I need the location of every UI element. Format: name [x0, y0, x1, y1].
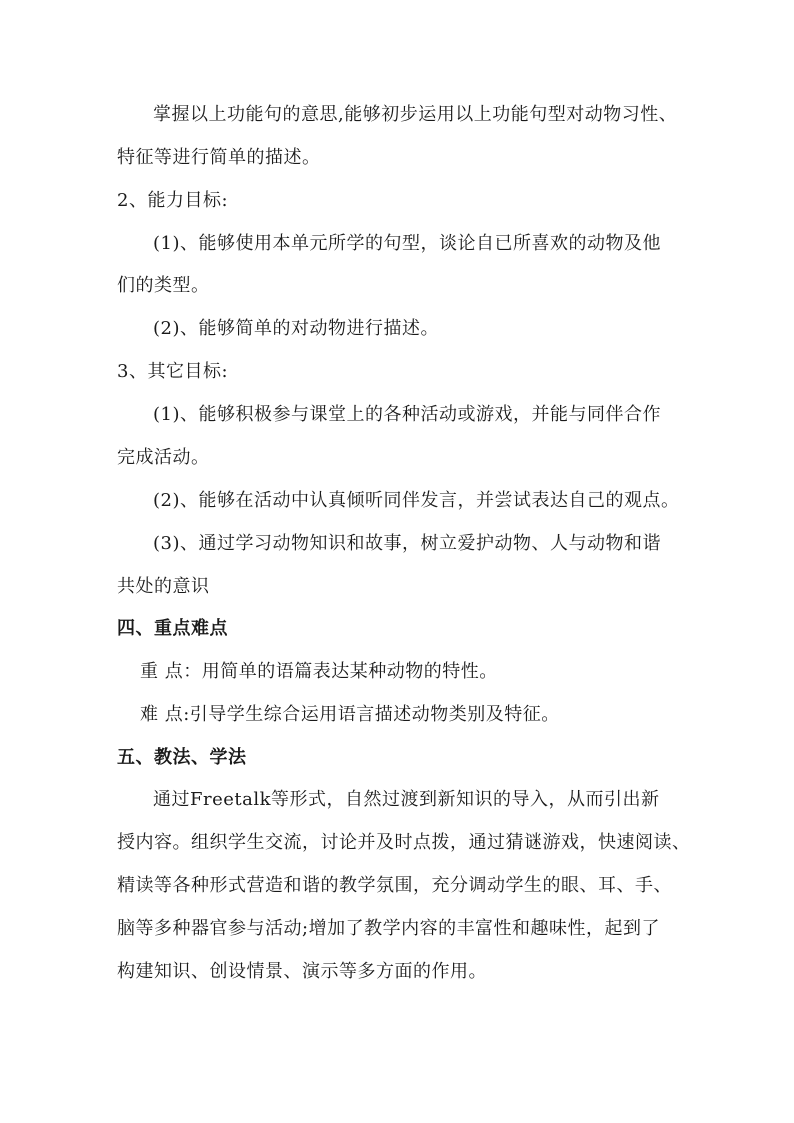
other-goal-heading: 3、其它目标:: [117, 361, 229, 382]
other-goal-1-line-1: (1)、能够积极参与课堂上的各种活动或游戏，并能与同伴合作: [153, 404, 661, 425]
ability-goal-1-line-1: (1)、能够使用本单元所学的句型，谈论自已所喜欢的动物及他: [153, 233, 661, 254]
method-line-5: 构建知识、创设情景、演示等多方面的作用。: [117, 961, 487, 982]
section-4-heading: 四、重点难点: [117, 618, 228, 639]
method-line-1: 通过Freetalk等形式，自然过渡到新知识的导入，从而引出新: [153, 789, 660, 810]
ability-goal-2: (2)、能够简单的对动物进行描述。: [153, 318, 439, 339]
other-goal-1-line-2: 完成活动。: [117, 447, 210, 468]
method-line-4: 脑等多种器官参与活动;增加了教学内容的丰富性和趣味性，起到了: [117, 918, 661, 939]
method-line-3: 精读等各种形式营造和谐的教学氛围，充分调动学生的眼、耳、手、: [117, 875, 672, 896]
other-goal-2: (2)、能够在活动中认真倾听同伴发言，并尝试表达自己的观点。: [153, 490, 680, 511]
ability-goal-heading: 2、能力目标:: [117, 190, 229, 211]
key-point: 重 点：用简单的语篇表达某种动物的特性。: [140, 661, 498, 682]
section-5-heading: 五、教法、学法: [117, 747, 247, 768]
method-line-2: 授内容。组织学生交流，讨论并及时点拨，通过猜谜游戏，快速阅读、: [117, 832, 691, 853]
ability-goal-1-line-2: 们的类型。: [117, 275, 210, 296]
other-goal-3-line-1: (3)、通过学习动物知识和故事，树立爱护动物、人与动物和谐: [153, 533, 661, 554]
difficult-point: 难 点:引导学生综合运用语言描述动物类别及特征。: [140, 704, 560, 725]
other-goal-3-line-2: 共处的意识: [117, 576, 210, 597]
knowledge-goal-line-2: 特征等进行简单的描述。: [117, 147, 321, 168]
knowledge-goal-line-1: 掌握以上功能句的意思,能够初步运用以上功能句型对动物习性、: [153, 104, 678, 125]
